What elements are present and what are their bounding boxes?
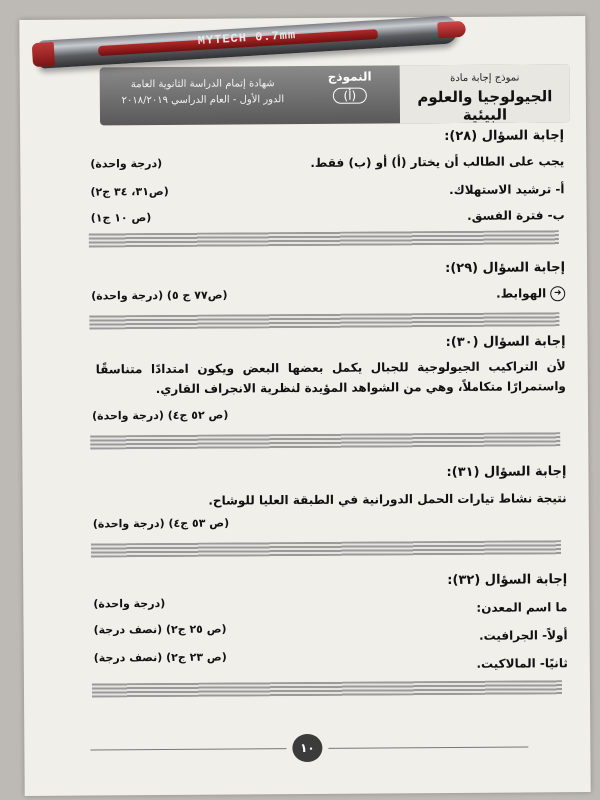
question-28-line-2: أ- ترشيد الاستهلاك. (449, 182, 565, 197)
question-28-line-3: ب- فترة الفسق. (467, 208, 565, 223)
question-32-ref-1: (درجة واحدة) (93, 596, 166, 611)
question-32-ref-3: (ص ٢٣ ج٢) (نصف درجة) (93, 650, 227, 665)
question-31-answer: نتيجة نشاط تيارات الحمل الدورانية في الطبقة العليا للوشاح. (208, 491, 567, 508)
section-divider (91, 540, 561, 557)
question-30-title: إجابة السؤال (٣٠): (445, 334, 566, 351)
question-28-ref-2: (ص٣١، ٣٤ ج٢) (90, 184, 169, 199)
certificate-name: شهادة إتمام الدراسة الثانوية العامة (130, 78, 275, 91)
section-divider (92, 680, 562, 697)
section-divider (89, 312, 559, 329)
question-31-ref: (ص ٥٣ ج٤) (درجة واحدة) (92, 516, 230, 531)
question-28-title: إجابة السؤال (٢٨): (444, 128, 565, 145)
question-29-answer: الهوابط. (496, 286, 547, 301)
question-32-ref-2: (ص ٢٥ ج٢) (نصف درجة) (93, 622, 227, 637)
question-32-line-1: ما اسم المعدن: (476, 600, 568, 615)
model-label: النموذج (327, 69, 372, 84)
answer-model-caption: نموذج إجابة مادة (450, 72, 520, 84)
question-28-ref-1: (درجة واحدة) (90, 156, 163, 171)
question-32-line-2: أولاً- الجرافيت. (479, 628, 568, 643)
model-number: (أ) (332, 88, 367, 104)
page-number-badge: ١٠ (292, 734, 322, 762)
question-30-ref: (ص ٥٢ ج٤) (درجة واحدة) (92, 408, 229, 423)
question-32-line-3: ثانيًا- المالاكيت. (476, 656, 568, 671)
section-divider (89, 230, 559, 247)
answer-sheet-page (19, 16, 590, 796)
question-28-ref-3: (ص ١٠ ج١) (90, 211, 152, 225)
exam-session: الدور الأول - العام الدراسي ٢٠١٨/٢٠١٩ (121, 94, 285, 107)
section-divider (90, 432, 560, 449)
question-31-title: إجابة السؤال (٣١): (446, 464, 567, 481)
question-28-line-1: يجب على الطالب أن يختار (أ) أو (ب) فقط. (310, 154, 565, 170)
question-29-ref-1: (ص٧٧ ج ٥) (درجة واحدة) (91, 288, 228, 303)
pen-tip (437, 21, 466, 39)
question-30-answer: لأن التراكيب الجيولوجية للجبال يكمل بعضها البعض ويكون امتدادًا متناسقًا واستمرارًا متكاملاً، وهي من الشواهد المؤيدة لنظرية الانجراف القاري. (95, 359, 566, 397)
question-29-line-1 (496, 286, 565, 301)
pen-cap (32, 42, 55, 67)
arrow-right-icon: ➜ (550, 286, 565, 301)
pen-brand: MYTECH 0.7mm (197, 28, 297, 49)
question-29-title: إجابة السؤال (٢٩): (445, 260, 566, 277)
subject-title: الجيولوجيا والعلوم البيئية (417, 87, 553, 124)
answers-content (19, 16, 590, 796)
question-32-title: إجابة السؤال (٣٢): (447, 572, 568, 589)
